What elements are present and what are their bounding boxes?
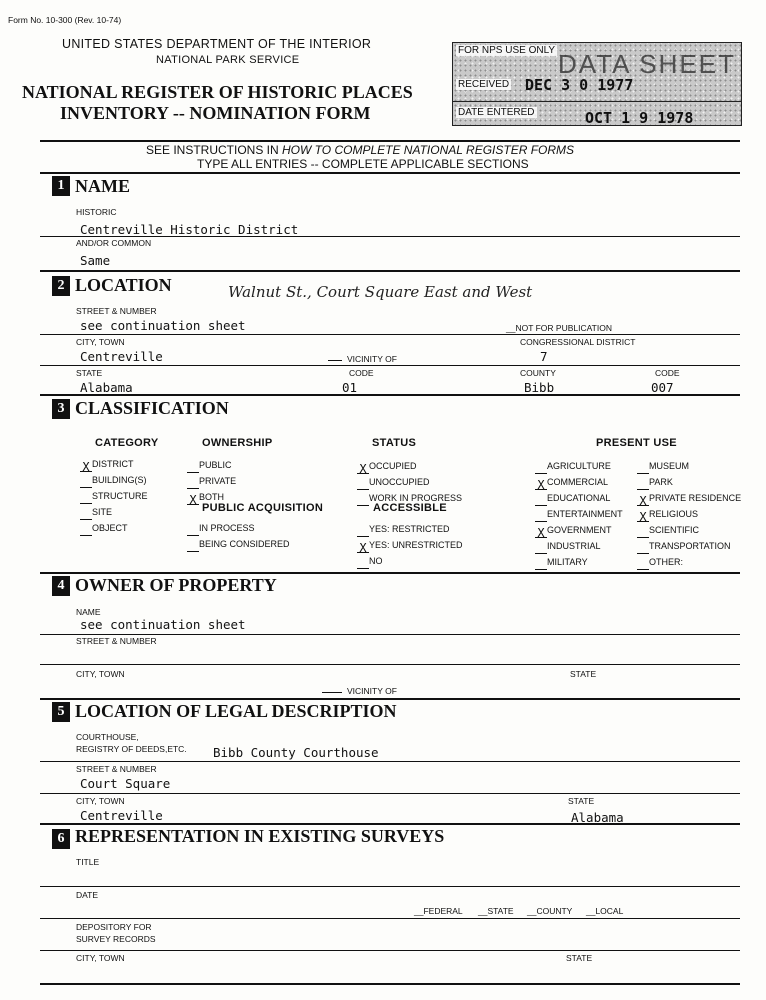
option-label: OTHER: (649, 557, 684, 567)
owner-state-label: STATE (570, 669, 597, 679)
survey-state-label: STATE (566, 953, 593, 963)
rule (40, 793, 740, 794)
handwritten-note: Walnut St., Court Square East and West (228, 283, 533, 301)
state-code-field[interactable]: 01 (342, 380, 358, 395)
owner-name-field[interactable]: see continuation sheet (80, 617, 246, 632)
city-field[interactable]: Centreville (80, 349, 163, 364)
rule (40, 761, 740, 762)
department-name: UNITED STATES DEPARTMENT OF THE INTERIOR (62, 37, 372, 51)
legal-street-label: STREET & NUMBER (76, 764, 157, 774)
nps-use-label: FOR NPS USE ONLY (458, 45, 556, 56)
checkbox-mark[interactable]: X (637, 510, 649, 522)
legal-state-field[interactable]: Alabama (571, 810, 624, 825)
option-label: YES: RESTRICTED (369, 524, 450, 534)
city-label: CITY, TOWN (76, 337, 125, 347)
state-option[interactable]: __STATE (478, 906, 514, 916)
legal-city-field[interactable]: Centreville (80, 808, 163, 823)
form-title-line2: INVENTORY -- NOMINATION FORM (60, 103, 371, 123)
county-code-field[interactable]: 007 (651, 380, 674, 395)
option-label: NO (369, 556, 383, 566)
section-number: 2 (52, 276, 70, 296)
owner-city-label: CITY, TOWN (76, 669, 125, 679)
section-title-surveys: REPRESENTATION IN EXISTING SURVEYS (75, 826, 445, 846)
state-label: STATE (76, 368, 103, 378)
option-label: PRIVATE (199, 476, 237, 486)
use-option[interactable] (637, 552, 683, 570)
ownership-heading: OWNERSHIP (202, 437, 273, 449)
option-label: UNOCCUPIED (369, 477, 430, 487)
service-name: NATIONAL PARK SERVICE (156, 54, 300, 66)
checkbox-mark[interactable]: X (357, 462, 369, 474)
congressional-label: CONGRESSIONAL DISTRICT (520, 337, 636, 347)
checkbox-mark[interactable]: X (535, 526, 547, 538)
instructions-line2: TYPE ALL ENTRIES -- COMPLETE APPLICABLE SECTIONS (197, 157, 529, 171)
rule (40, 334, 740, 335)
vicinity-blank[interactable] (328, 360, 342, 361)
option-label: DISTRICT (92, 459, 134, 469)
option-label: OCCUPIED (369, 461, 417, 471)
rule (40, 140, 740, 142)
stamp-divider (453, 101, 741, 102)
owner-street-label: STREET & NUMBER (76, 636, 157, 646)
street-field[interactable]: see continuation sheet (80, 318, 246, 333)
survey-date-label: DATE (76, 890, 99, 900)
checkbox-mark[interactable] (80, 524, 92, 536)
checkbox-mark[interactable]: X (637, 494, 649, 506)
street-label: STREET & NUMBER (76, 306, 157, 316)
option-label: MILITARY (547, 557, 588, 567)
rule (40, 664, 740, 665)
state-field[interactable]: Alabama (80, 380, 133, 395)
rule (40, 394, 740, 396)
county-field[interactable]: Bibb (524, 380, 555, 395)
ownership-option[interactable] (187, 487, 224, 505)
option-label: ENTERTAINMENT (547, 509, 623, 519)
category-heading: CATEGORY (95, 437, 159, 449)
rule (40, 236, 740, 237)
checkbox-mark[interactable] (357, 494, 369, 506)
category-option[interactable] (80, 518, 128, 536)
option-label: STRUCTURE (92, 491, 148, 501)
rule (40, 270, 740, 272)
county-code-label: CODE (655, 368, 680, 378)
option-label: SCIENTIFIC (649, 525, 700, 535)
section-number: 6 (52, 829, 70, 849)
federal-option[interactable]: __FEDERAL (414, 906, 463, 916)
checkbox-mark[interactable]: X (187, 493, 199, 505)
option-label: AGRICULTURE (547, 461, 611, 471)
survey-city-label: CITY, TOWN (76, 953, 125, 963)
depository-label-2: SURVEY RECORDS (76, 934, 156, 944)
status-option[interactable] (357, 488, 462, 506)
common-name-field[interactable]: Same (80, 253, 111, 268)
option-label: YES: UNRESTRICTED (369, 540, 463, 550)
depository-label-1: DEPOSITORY FOR (76, 922, 152, 932)
accessible-heading: ACCESSIBLE (373, 502, 447, 514)
option-label: TRANSPORTATION (649, 541, 731, 551)
section-title-legal: LOCATION OF LEGAL DESCRIPTION (75, 701, 397, 721)
not-for-publication[interactable]: __NOT FOR PUBLICATION (506, 323, 612, 333)
congressional-field[interactable]: 7 (540, 349, 548, 364)
legal-state-label: STATE (568, 796, 595, 806)
option-label: BEING CONSIDERED (199, 539, 290, 549)
date-entered-value: OCT 1 9 1978 (585, 109, 694, 127)
rule (40, 698, 740, 700)
section-number: 5 (52, 702, 70, 722)
option-label: IN PROCESS (199, 523, 255, 533)
public-acquisition-heading: PUBLIC ACQUISITION (202, 502, 324, 514)
checkbox-mark[interactable]: X (357, 541, 369, 553)
rule (40, 950, 740, 951)
status-heading: STATUS (372, 437, 417, 449)
registry-label: REGISTRY OF DEEDS,ETC. (76, 744, 187, 754)
section-number: 3 (52, 399, 70, 419)
acquisition-option[interactable] (187, 534, 290, 552)
instructions-line1: SEE INSTRUCTIONS IN HOW TO COMPLETE NATIONAL REGISTER FORMS (146, 143, 575, 157)
owner-name-label: NAME (76, 607, 101, 617)
option-label: PRIVATE RESIDENCE (649, 493, 742, 503)
accessible-option[interactable] (357, 551, 383, 569)
rule (40, 365, 740, 366)
section-title-owner: OWNER OF PROPERTY (75, 575, 277, 595)
rule (40, 886, 740, 887)
received-label: RECEIVED (458, 79, 510, 90)
option-label: SITE (92, 507, 113, 517)
present-use-heading: PRESENT USE (596, 437, 677, 449)
legal-city-label: CITY, TOWN (76, 796, 125, 806)
vicinity-label: VICINITY OF (347, 354, 397, 364)
historic-name-field[interactable]: Centreville Historic District (80, 222, 299, 237)
checkbox-mark[interactable] (535, 558, 547, 570)
data-sheet-stamp: DATA SHEET (558, 49, 736, 79)
use-option[interactable] (535, 552, 588, 570)
option-label: COMMERCIAL (547, 477, 609, 487)
courthouse-field[interactable]: Bibb County Courthouse (213, 745, 379, 760)
checkbox-mark[interactable]: X (80, 460, 92, 472)
checkbox-mark[interactable] (357, 557, 369, 569)
section-title-classification: CLASSIFICATION (75, 398, 229, 418)
rule (40, 823, 740, 825)
nps-use-box (452, 42, 742, 126)
section-title-location: LOCATION (75, 275, 172, 295)
option-label: PARK (649, 477, 673, 487)
local-option[interactable]: __LOCAL (586, 906, 624, 916)
rule (40, 983, 740, 985)
survey-title-label: TITLE (76, 857, 100, 867)
county-label: COUNTY (520, 368, 556, 378)
owner-vicinity-blank[interactable] (322, 692, 342, 693)
form-number: Form No. 10-300 (Rev. 10-74) (8, 15, 122, 25)
option-label: MUSEUM (649, 461, 689, 471)
checkbox-mark[interactable]: X (535, 478, 547, 490)
option-label: BOTH (199, 492, 225, 502)
legal-street-field[interactable]: Court Square (80, 776, 171, 791)
section-title-name: NAME (75, 176, 130, 196)
option-label: GOVERNMENT (547, 525, 612, 535)
courthouse-label: COURTHOUSE, (76, 732, 139, 742)
option-label: RELIGIOUS (649, 509, 699, 519)
common-label: AND/OR COMMON (76, 238, 152, 248)
option-label: EDUCATIONAL (547, 493, 611, 503)
county-option[interactable]: __COUNTY (527, 906, 573, 916)
rule (40, 918, 740, 919)
option-label: WORK IN PROGRESS (369, 493, 463, 503)
historic-label: HISTORIC (76, 207, 117, 217)
option-label: INDUSTRIAL (547, 541, 601, 551)
rule (40, 634, 740, 635)
rule (40, 572, 740, 574)
checkbox-mark[interactable] (637, 558, 649, 570)
option-label: OBJECT (92, 523, 128, 533)
date-entered-label: DATE ENTERED (458, 107, 535, 118)
option-label: PUBLIC (199, 460, 232, 470)
option-label: BUILDING(S) (92, 475, 147, 485)
rule (40, 172, 740, 174)
form-title-line1: NATIONAL REGISTER OF HISTORIC PLACES (22, 82, 413, 102)
section-number: 1 (52, 176, 70, 196)
code-label: CODE (349, 368, 374, 378)
checkbox-mark[interactable] (187, 540, 199, 552)
section-number: 4 (52, 576, 70, 596)
received-date: DEC 3 0 1977 (525, 76, 634, 94)
owner-vicinity-label: VICINITY OF (347, 686, 397, 696)
